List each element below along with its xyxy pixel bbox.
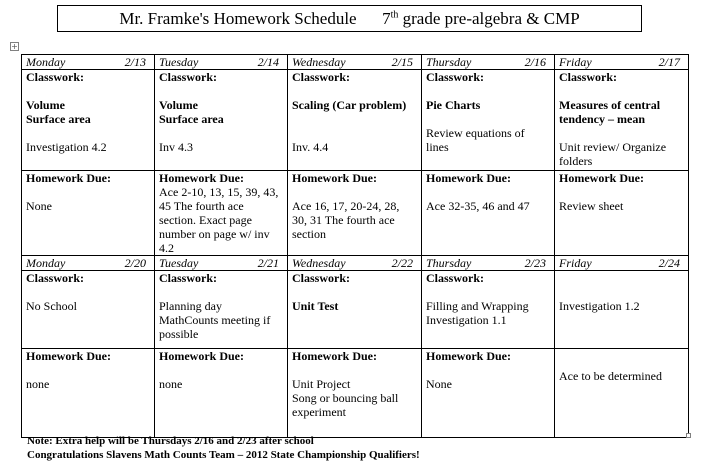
week1-monday-homework: Homework Due: None — [22, 171, 155, 256]
week1-homework-row — [22, 171, 689, 256]
week2-friday-header: Friday 2/24 — [555, 256, 689, 271]
week2-friday-homework: Ace to be determined — [555, 349, 689, 438]
week2-monday-classwork: Classwork: No School — [22, 271, 155, 349]
note-congratulations: Congratulations Slavens Math Counts Team – 2012 State Championship Qualifiers! — [27, 449, 420, 461]
week2-thursday-classwork: Classwork: Filling and Wrapping Investigation 1.1 — [422, 271, 555, 349]
title-grade-suffix: th — [390, 9, 399, 21]
note-extra-help: Note: Extra help will be Thursdays 2/16 and 2/23 after school — [27, 435, 314, 447]
table-move-handle-icon[interactable]: + — [11, 42, 18, 51]
week2-day-row — [22, 256, 689, 271]
week2-homework-row — [22, 349, 689, 438]
week1-tuesday-classwork: Classwork: Volume Surface area Inv 4.3 — [155, 70, 288, 171]
week2-classwork-row — [22, 271, 689, 349]
week2-tuesday-homework: Homework Due: none — [155, 349, 288, 438]
notes — [27, 434, 420, 462]
week1-wednesday-classwork: Classwork: Scaling (Car problem) Inv. 4.4 — [288, 70, 422, 171]
week2-thursday-homework: Homework Due: None — [422, 349, 555, 438]
week2-wednesday-homework: Homework Due: Unit Project Song or bouncing ball experiment — [288, 349, 422, 438]
week1-tuesday-header: Tuesday 2/14 — [155, 55, 288, 70]
week1-friday-homework: Homework Due: Review sheet — [555, 171, 689, 256]
week2-tuesday-header: Tuesday 2/21 — [155, 256, 288, 271]
week2-monday-homework: Homework Due: none — [22, 349, 155, 438]
week2-wednesday-classwork: Classwork: Unit Test — [288, 271, 422, 349]
week2-wednesday-header: Wednesday 2/22 — [288, 256, 422, 271]
week1-wednesday-header: Wednesday 2/15 — [288, 55, 422, 70]
week1-thursday-header: Thursday 2/16 — [422, 55, 555, 70]
title-grade-number: 7 — [382, 9, 391, 28]
week1-monday-header: Monday 2/13 — [22, 55, 155, 70]
week1-friday-header: Friday 2/17 — [555, 55, 689, 70]
week2-friday-classwork: Investigation 1.2 — [555, 271, 689, 349]
table-resize-handle[interactable] — [686, 433, 691, 438]
week2-monday-header: Monday 2/20 — [22, 256, 155, 271]
schedule-table — [21, 54, 689, 438]
week1-monday-classwork: Classwork: Volume Surface area Investigation 4.2 — [22, 70, 155, 171]
week1-wednesday-homework: Homework Due: Ace 16, 17, 20-24, 28, 30, 31 The fourth ace section — [288, 171, 422, 256]
week1-tuesday-homework: Homework Due: Ace 2-10, 13, 15, 39, 43, 45 The fourth ace section. Exact page number on page w/ inv 4.2 — [155, 171, 288, 256]
week1-thursday-classwork: Classwork: Pie Charts Review equations of lines — [422, 70, 555, 171]
title-grade-rest: grade pre-algebra & CMP — [398, 9, 580, 28]
week2-thursday-header: Thursday 2/23 — [422, 256, 555, 271]
week1-classwork-row — [22, 70, 689, 171]
week1-thursday-homework: Homework Due: Ace 32-35, 46 and 47 — [422, 171, 555, 256]
week2-tuesday-classwork: Classwork: Planning day MathCounts meeting if possible — [155, 271, 288, 349]
week1-friday-classwork: Classwork: Measures of central tendency – mean Unit review/ Organize folders — [555, 70, 689, 171]
title-main: Mr. Framke's Homework Schedule — [119, 9, 357, 28]
week1-day-row — [22, 55, 689, 70]
page-title — [57, 5, 642, 32]
